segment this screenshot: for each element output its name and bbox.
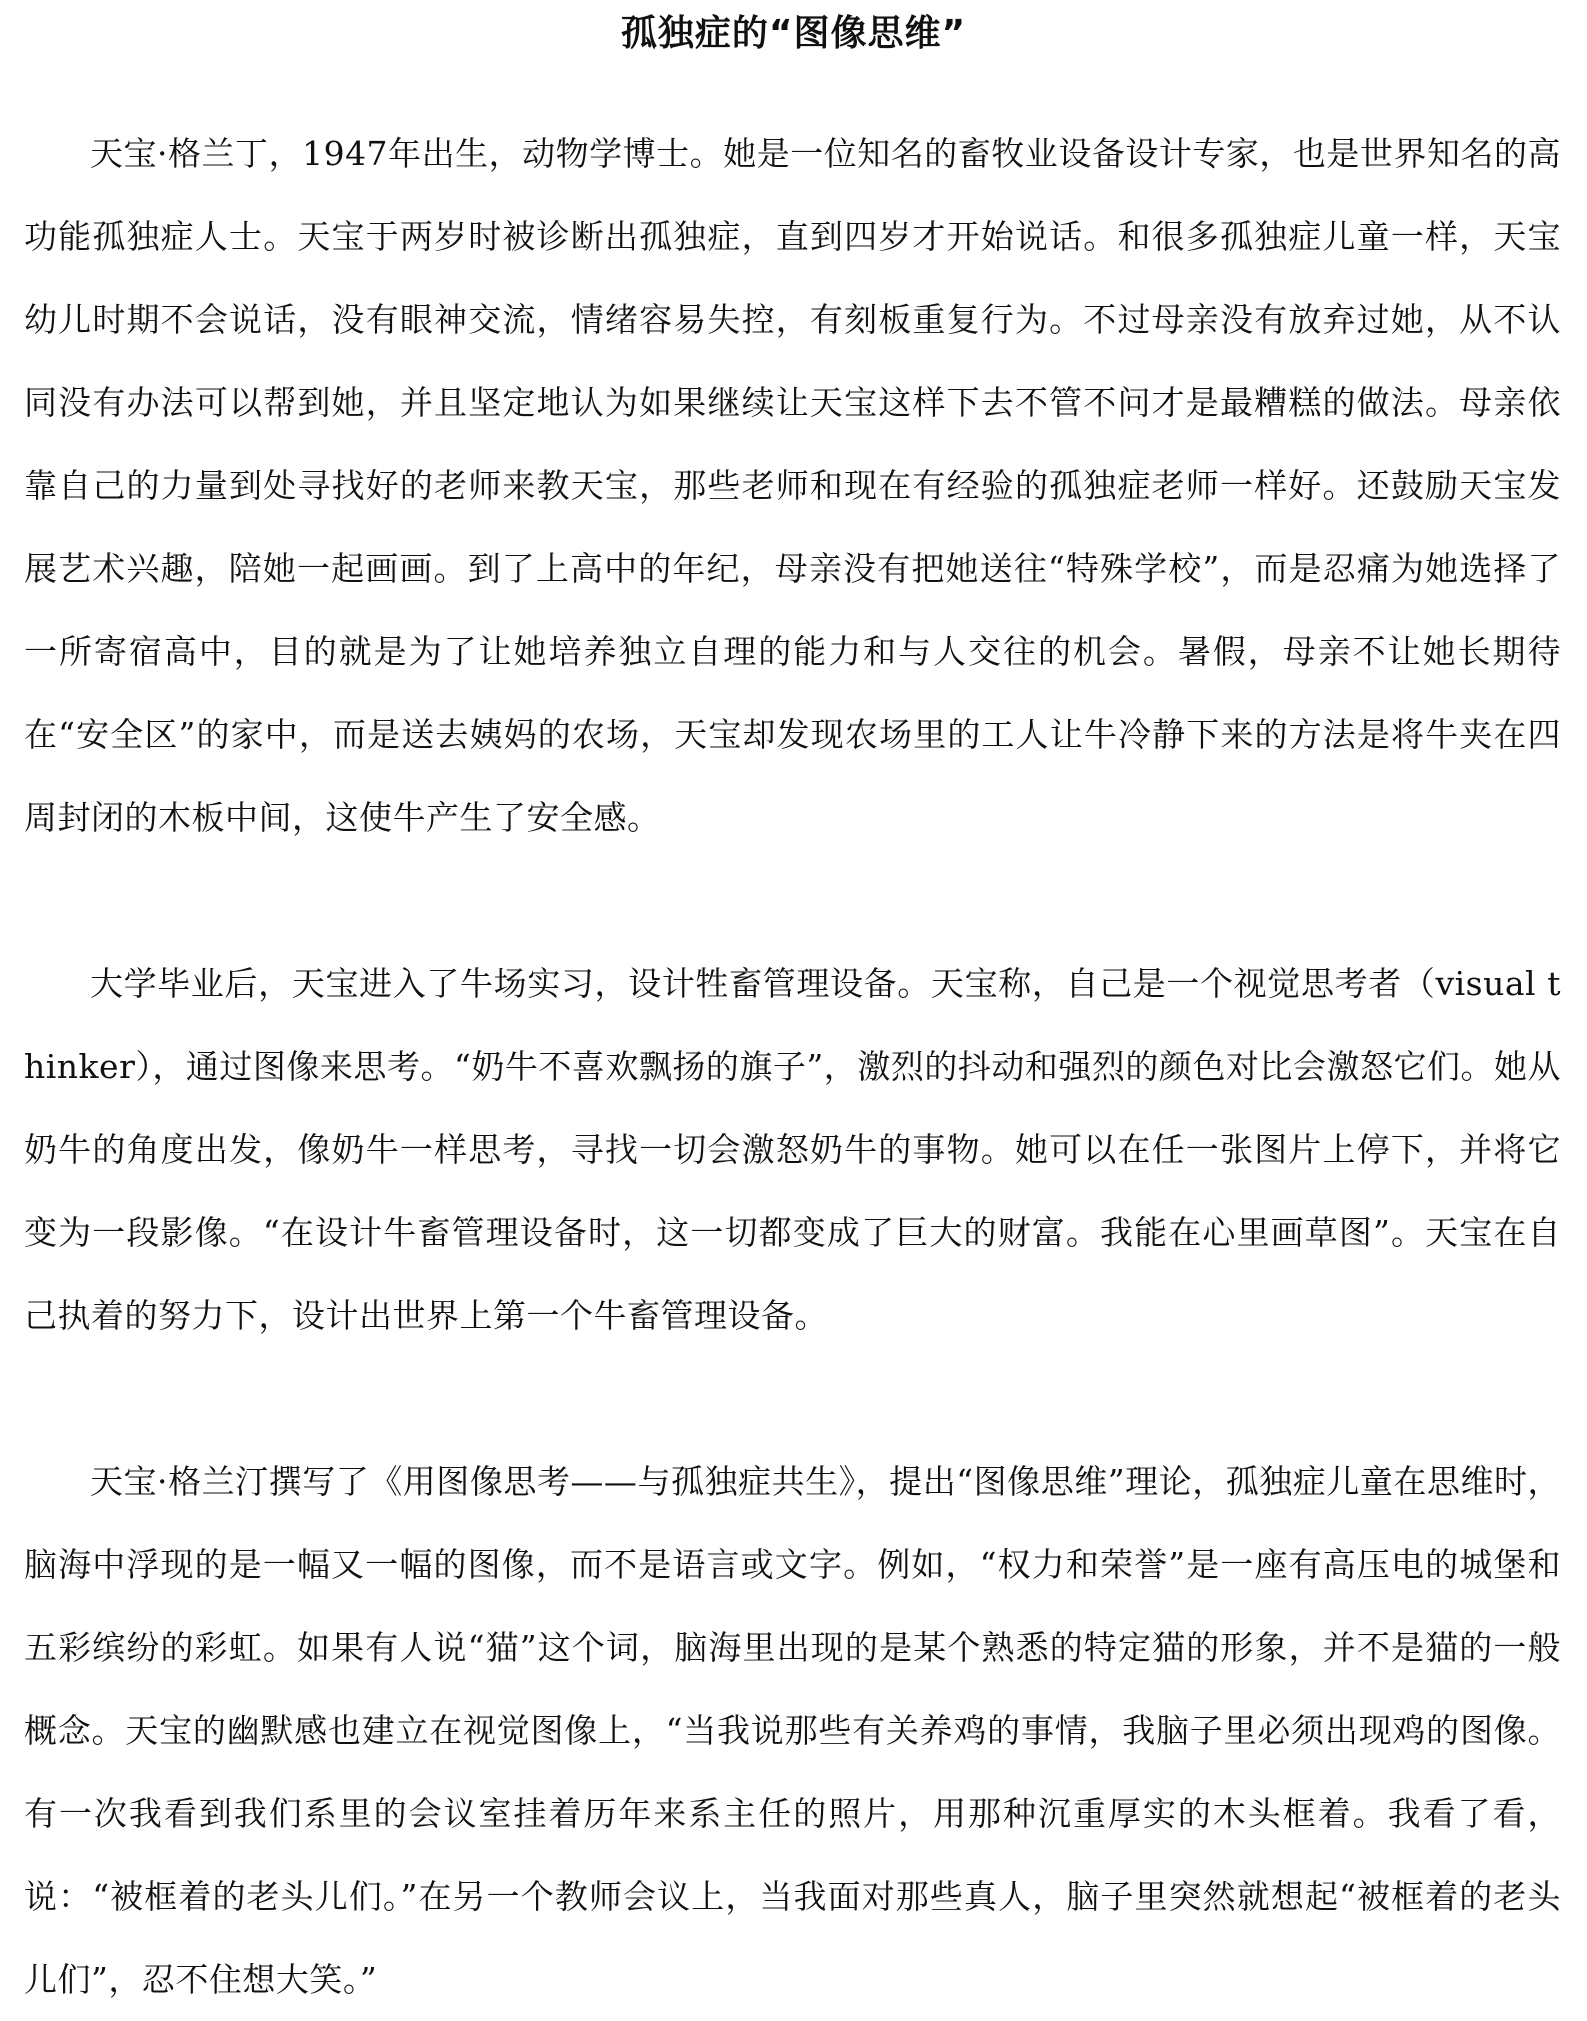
document-title: 孤独症的“图像思维” xyxy=(620,13,967,54)
paragraph-1: 天宝·格兰丁，1947年出生，动物学博士。她是一位知名的畜牧业设备设计专家，也是世界知名的高功能孤独症人士。天宝于两岁时被诊断出孤独症，直到四岁才开始说话。和很多孤独症儿童一样，天宝幼儿时期不会说话，没有眼神交流，情绪容易失控，有刻板重复行为。不过母亲没有放弃过她，从不认同没有办法可以帮到她，并且坚定地认为如果继续让天宝这样下去不管不问才是最糟糕的做法。母亲依靠自己的力量到处寻找好的老师来教天宝，那些老师和现在有经验的孤独症老师一样好。还鼓励天宝发展艺术兴趣，陪她一起画画。到了上高中的年纪，母亲没有把她送往“特殊学校”，而是忍痛为她选择了一所寄宿高中，目的就是为了让她培养独立自理的能力和与人交往的机会。暑假，母亲不让她长期待在“安全区”的家中，而是送去姨妈的农场，天宝却发现农场里的工人让牛冷静下来的方法是将牛夹在四周封闭的木板中间，这使牛产生了安全感。 xyxy=(24,134,1561,837)
paragraph-3: 天宝·格兰汀撰写了《用图像思考——与孤独症共生》，提出“图像思维”理论，孤独症儿童在思维时，脑海中浮现的是一幅又一幅的图像，而不是语言或文字。例如，“权力和荣誉”是一座有高压电的城堡和五彩缤纷的彩虹。如果有人说“猫”这个词，脑海里出现的是某个熟悉的特定猫的形象，并不是猫的一般概念。天宝的幽默感也建立在视觉图像上，“当我说那些有关养鸡的事情，我脑子里必须出现鸡的图像。有一次我看到我们系里的会议室挂着历年来系主任的照片，用那种沉重厚实的木头框着。我看了看，说：“被框着的老头儿们。”在另一个教师会议上，当我面对那些真人，脑子里突然就想起“被框着的老头儿们”，忍不住想大笑。” xyxy=(24,1462,1561,1999)
paragraph-2: 大学毕业后，天宝进入了牛场实习，设计牲畜管理设备。天宝称，自己是一个视觉思考者（visual thinker），通过图像来思考。“奶牛不喜欢飘扬的旗子”，激烈的抖动和强烈的颜色对比会激怒它们。她从奶牛的角度出发，像奶牛一样思考，寻找一切会激怒奶牛的事物。她可以在任一张图片上停下，并将它变为一段影像。“在设计牛畜管理设备时，这一切都变成了巨大的财富。我能在心里画草图”。天宝在自己执着的努力下，设计出世界上第一个牛畜管理设备。 xyxy=(24,964,1561,1335)
